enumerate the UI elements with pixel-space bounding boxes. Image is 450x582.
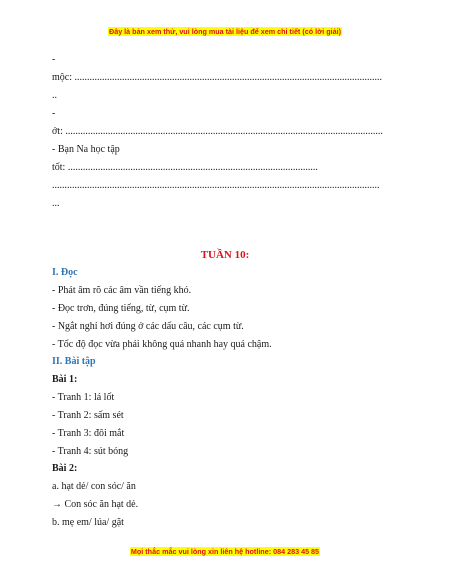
list-item: b. mẹ em/ lúa/ gặt (52, 517, 124, 528)
section-heading-doc: I. Đọc (52, 267, 78, 278)
tot-label: tốt: (52, 162, 66, 173)
exercise-title: Bài 2: (52, 463, 78, 474)
bullet-na: - Bạn Na học tập (52, 144, 120, 155)
list-item: - Tốc độ đọc vừa phải không quá nhanh hay quá chậm. (52, 339, 272, 350)
ot-line (52, 126, 400, 138)
answer-dots-line: ................................................................................................................................... (52, 180, 380, 191)
list-item: - Tranh 4: sút bóng (52, 446, 129, 457)
section-heading-bai-tap: II. Bài tập (52, 356, 96, 367)
dash-line: - (52, 108, 56, 119)
hotline-text: Mọi thắc mắc vui lòng xin liên hệ hotline: 084 283 45 85 (130, 547, 320, 556)
exercise-title: Bài 1: (52, 374, 78, 385)
list-item: - Phát âm rõ các âm vần tiếng khó. (52, 285, 192, 296)
dash-line: - (52, 54, 56, 65)
list-item: - Ngắt nghỉ hơi đúng ở các dấu câu, các cụm từ. (52, 321, 244, 332)
moc-continuation: .. (52, 90, 57, 101)
preview-notice-text: Đây là bản xem thử, vui lòng mua tài liệu để xem chi tiết (có lời giải) (109, 27, 341, 36)
preview-notice-banner (0, 27, 450, 36)
list-item: → Con sóc ăn hạt dẻ. (52, 499, 139, 510)
tot-dots: .................................................................................................... (67, 162, 318, 173)
tot-line (52, 162, 334, 174)
week-title: TUẦN 10: (200, 249, 250, 261)
list-item: - Đọc trơn, đúng tiếng, từ, cụm từ. (52, 303, 190, 314)
answer-dots-end: ... (52, 198, 60, 209)
moc-label: mộc: (52, 72, 72, 83)
list-item: - Tranh 1: lá lốt (52, 392, 115, 403)
list-item: - Tranh 2: sấm sét (52, 410, 124, 421)
hotline-banner (0, 547, 450, 556)
list-item: a. hạt dẻ/ con sóc/ ăn (52, 481, 136, 492)
ot-dots: ............................................................................................................................... (65, 126, 383, 137)
list-item: - Tranh 3: đôi mắt (52, 428, 125, 439)
ot-label: ớt: (52, 126, 63, 137)
moc-line (52, 72, 400, 84)
moc-dots: ........................................................................................................................... (74, 72, 382, 83)
